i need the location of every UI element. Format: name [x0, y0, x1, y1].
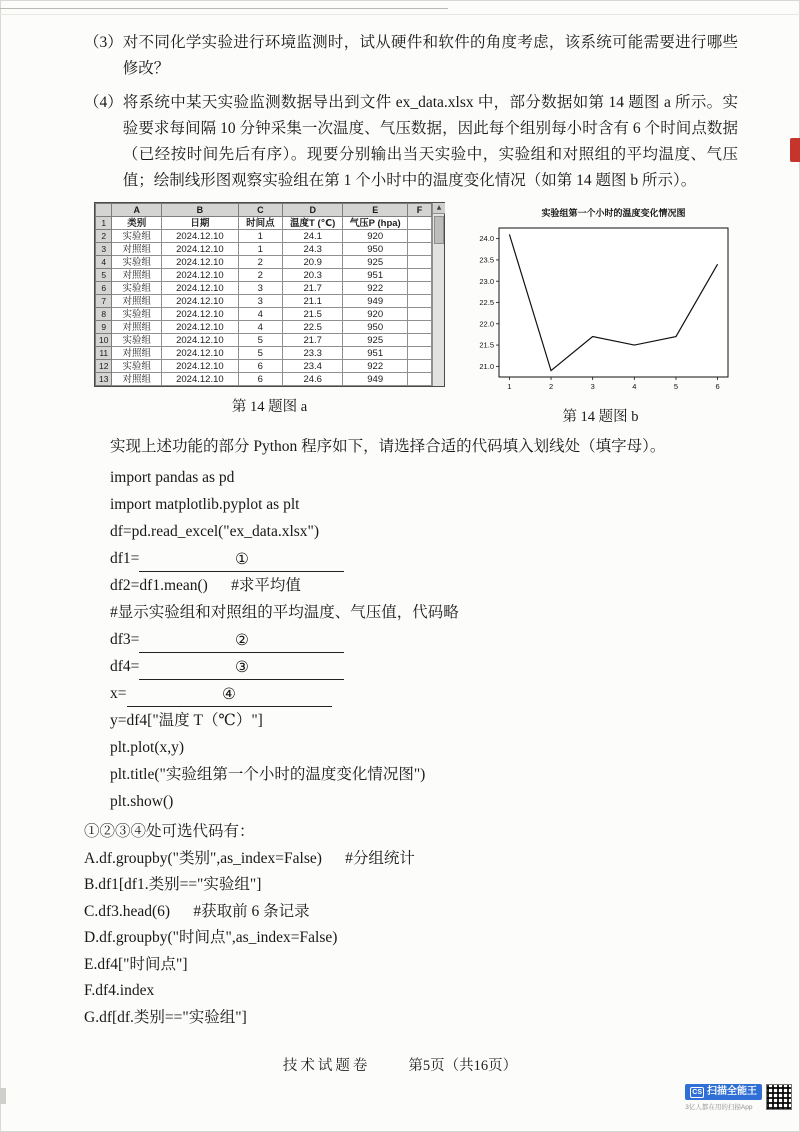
sheet-col-letter: D: [282, 204, 342, 217]
sheet-col-letter: B: [162, 204, 239, 217]
code-line: plt.plot(x,y): [110, 739, 185, 756]
sheet-cell: 23.4: [282, 360, 342, 373]
sheet-cell: 2024.12.10: [162, 256, 239, 269]
sheet-cell: 21.7: [282, 282, 342, 295]
option-line: G.df[df.类别=="实验组"]: [84, 1008, 247, 1026]
scan-artifact-line: [0, 8, 448, 9]
sheet-cell: 对照组: [112, 243, 162, 256]
question-4-text: 将系统中某天实验监测数据导出到文件 ex_data.xlsx 中，部分数据如第 14 题图 a 所示。实验要求每间隔 10 分钟采集一次温度、气压数据，因此每个组别每小时含有 6 个时间点数据（已经按时间先后有序）。现要分别输出当天实验中，实验组和对照组的平均温度、气压值；绘制线形图观察实验组在第 1 个小时中的温度变化情况（如第 14 题图 b 所示）。: [122, 94, 738, 189]
code-line: [110, 545, 738, 572]
sheet-row: [96, 308, 432, 321]
svg-text:4: 4: [632, 382, 637, 391]
option-line: F.df4.index: [84, 982, 155, 999]
sheet-cell: 20.9: [282, 256, 342, 269]
figure-a: [94, 202, 445, 416]
svg-text:23.0: 23.0: [479, 276, 494, 286]
sheet-cell: 24.3: [282, 243, 342, 256]
sheet-cell: 2: [238, 269, 282, 282]
answer-blank[interactable]: ①: [139, 549, 344, 572]
sheet-cell: 949: [343, 295, 408, 308]
code-line: y=df4["温度 T（℃）"]: [110, 712, 263, 729]
sheet-cell: 实验组: [112, 360, 162, 373]
sheet-cell: 20.3: [282, 269, 342, 282]
sheet-cell: 2024.12.10: [162, 360, 239, 373]
sheet-col-letter: C: [238, 204, 282, 217]
options-list: [84, 846, 738, 1032]
sheet-cell: 日期: [162, 217, 239, 230]
question-3-label: （3）: [84, 34, 123, 51]
sheet-row-number: 7: [96, 295, 112, 308]
camscanner-badge: [685, 1084, 762, 1100]
code-line: import pandas as pd: [110, 469, 235, 486]
sheet-row: [96, 321, 432, 334]
code-line: plt.title("实验组第一个小时的温度变化情况图"): [110, 766, 426, 783]
code-prefix: x=: [110, 685, 127, 702]
sheet-body: [96, 217, 432, 386]
sheet-row-number: 6: [96, 282, 112, 295]
sheet-cell: 时间点: [238, 217, 282, 230]
sheet-cell: 21.5: [282, 308, 342, 321]
option-line: A.df.groupby("类别",as_index=False) #分组统计: [84, 849, 415, 867]
options-section: [84, 819, 738, 1031]
footer-paper-name: 技术试题卷: [282, 1058, 371, 1074]
sheet-cell: 1: [238, 230, 282, 243]
sheet-cell: [408, 217, 432, 230]
sheet-cell: 5: [238, 334, 282, 347]
spreadsheet-screenshot: [94, 202, 445, 387]
page-footer: [0, 1054, 800, 1075]
sheet-cell: 2024.12.10: [162, 334, 239, 347]
sheet-row-number: 10: [96, 334, 112, 347]
sheet-cell: [408, 256, 432, 269]
question-4-label: （4）: [84, 94, 123, 111]
sheet-cell: 22.5: [282, 321, 342, 334]
code-intro: 实现上述功能的部分 Python 程序如下，请选择合适的代码填入划线处（填字母）。: [110, 438, 666, 455]
sheet-cell: 950: [343, 321, 408, 334]
figure-a-caption: 第 14 题图 a: [231, 399, 308, 415]
sheet-cell: 类别: [112, 217, 162, 230]
spreadsheet-table: [95, 203, 432, 386]
camscanner-watermark: [685, 1084, 792, 1111]
sheet-cell: 对照组: [112, 321, 162, 334]
sheet-cell: 2024.12.10: [162, 321, 239, 334]
sheet-row-number: 12: [96, 360, 112, 373]
sheet-row: [96, 230, 432, 243]
sheet-cell: [408, 334, 432, 347]
svg-text:21.0: 21.0: [479, 361, 494, 371]
option-line: B.df1[df1.类别=="实验组"]: [84, 876, 262, 893]
question-4: [84, 90, 738, 194]
scrollbar-up-arrow-icon[interactable]: ▲: [433, 203, 445, 214]
sheet-cell: 3: [238, 282, 282, 295]
sheet-cell: 4: [238, 308, 282, 321]
sheet-cell: 922: [343, 282, 408, 295]
answer-blank[interactable]: ③: [139, 657, 344, 680]
code-line: [110, 680, 738, 707]
sheet-cell: 对照组: [112, 295, 162, 308]
sheet-cell: 实验组: [112, 230, 162, 243]
sheet-cell: 2: [238, 256, 282, 269]
sheet-row: [96, 217, 432, 230]
option-line: D.df.groupby("时间点",as_index=False): [84, 929, 338, 946]
sheet-cell: 2024.12.10: [162, 269, 239, 282]
code-line: #显示实验组和对照组的平均温度、气压值，代码略: [110, 604, 459, 621]
sheet-row-number: 8: [96, 308, 112, 321]
sheet-cell: 951: [343, 269, 408, 282]
sheet-cell: 21.7: [282, 334, 342, 347]
svg-text:5: 5: [673, 382, 679, 391]
svg-text:1: 1: [507, 382, 512, 391]
code-prefix: df4=: [110, 658, 140, 675]
options-intro: ①②③④处可选代码有：: [84, 823, 255, 840]
sheet-cell: 24.1: [282, 230, 342, 243]
scan-artifact-line: [0, 14, 800, 15]
sheet-row-number: 4: [96, 256, 112, 269]
sheet-cell: 925: [343, 334, 408, 347]
sheet-cell: [408, 360, 432, 373]
sheet-cell: 6: [238, 360, 282, 373]
code-line: df2=df1.mean() #求平均值: [110, 577, 301, 594]
sheet-cell: 2024.12.10: [162, 243, 239, 256]
svg-text:24.0: 24.0: [479, 234, 494, 244]
sheet-col-letter: A: [112, 204, 162, 217]
sheet-col-letter: E: [343, 204, 408, 217]
sheet-row-number: 13: [96, 373, 112, 386]
camscanner-brand-text: 扫描全能王: [707, 1086, 757, 1097]
code-line: plt.show(): [110, 793, 174, 810]
sheet-row: [96, 295, 432, 308]
sheet-cell: 2024.12.10: [162, 230, 239, 243]
sheet-cell: [408, 295, 432, 308]
sheet-cell: [408, 308, 432, 321]
sheet-cell: 950: [343, 243, 408, 256]
code-block: [110, 464, 738, 815]
sheet-cell: 951: [343, 347, 408, 360]
svg-text:21.5: 21.5: [479, 340, 494, 350]
red-stamp-fragment: [790, 138, 800, 162]
svg-text:实验组第一个小时的温度变化情况图: 实验组第一个小时的温度变化情况图: [541, 208, 686, 218]
sheet-cell: 2024.12.10: [162, 295, 239, 308]
sheet-cell: 2024.12.10: [162, 308, 239, 321]
sheet-cell: [408, 347, 432, 360]
sheet-cell: 2024.12.10: [162, 373, 239, 386]
sheet-cell: 922: [343, 360, 408, 373]
sheet-cell: 气压P (hpa): [343, 217, 408, 230]
svg-text:22.5: 22.5: [479, 298, 494, 308]
figure-b-caption: 第 14 题图 b: [562, 409, 639, 425]
code-prefix: df3=: [110, 631, 140, 648]
sheet-corner: [96, 204, 112, 217]
sheet-row-number: 1: [96, 217, 112, 230]
sheet-cell: 实验组: [112, 334, 162, 347]
camscanner-logo-icon: CS: [692, 1088, 702, 1096]
sheet-cell: [408, 269, 432, 282]
sheet-col-letter: F: [408, 204, 432, 217]
sheet-row: [96, 373, 432, 386]
sheet-row: [96, 269, 432, 282]
sheet-cell: 3: [238, 295, 282, 308]
option-line: E.df4["时间点"]: [84, 955, 188, 973]
sheet-cell: 对照组: [112, 269, 162, 282]
question-3-text: 对不同化学实验进行环境监测时，试从硬件和软件的角度考虑，该系统可能需要进行哪些修改？: [122, 34, 738, 77]
sheet-cell: 实验组: [112, 308, 162, 321]
sheet-cell: [408, 373, 432, 386]
sheet-row-number: 11: [96, 347, 112, 360]
sheet-row: [96, 360, 432, 373]
sheet-cell: 实验组: [112, 282, 162, 295]
figure-b: [463, 202, 738, 426]
sheet-cell: 1: [238, 243, 282, 256]
code-line: [110, 653, 738, 680]
sheet-cell: 949: [343, 373, 408, 386]
footer-page-number: 第5页（共16页）: [408, 1058, 518, 1074]
sheet-cell: 920: [343, 308, 408, 321]
answer-blank[interactable]: ②: [139, 630, 344, 653]
sheet-row: [96, 347, 432, 360]
code-line: import matplotlib.pyplot as plt: [110, 496, 300, 513]
figures-row: [94, 202, 738, 426]
sheet-cell: 6: [238, 373, 282, 386]
svg-text:22.0: 22.0: [479, 319, 494, 329]
sheet-cell: [408, 230, 432, 243]
sheet-cell: [408, 243, 432, 256]
sheet-letter-row: [96, 204, 432, 217]
sheet-cell: 实验组: [112, 256, 162, 269]
sheet-row: [96, 282, 432, 295]
camscanner-subtext: 3亿人都在用的扫描App: [685, 1104, 753, 1111]
sheet-cell: 温度T (℃): [282, 217, 342, 230]
sheet-row-number: 3: [96, 243, 112, 256]
sheet-cell: 2024.12.10: [162, 282, 239, 295]
sheet-cell: 21.1: [282, 295, 342, 308]
code-line: df=pd.read_excel("ex_data.xlsx"): [110, 523, 320, 540]
svg-text:2: 2: [548, 382, 554, 391]
svg-text:23.5: 23.5: [479, 255, 494, 265]
sheet-cell: [408, 321, 432, 334]
sheet-cell: 24.6: [282, 373, 342, 386]
scan-edge-mark: [0, 1088, 6, 1104]
sheet-row: [96, 334, 432, 347]
code-line: [110, 626, 738, 653]
sheet-row: [96, 243, 432, 256]
sheet-scrollbar[interactable]: [432, 203, 444, 386]
sheet-row: [96, 256, 432, 269]
svg-text:6: 6: [715, 382, 720, 391]
line-chart: [463, 202, 738, 397]
qr-code-icon: [766, 1084, 792, 1110]
sheet-cell: 23.3: [282, 347, 342, 360]
option-line: C.df3.head(6) #获取前 6 条记录: [84, 902, 310, 920]
sheet-row-number: 2: [96, 230, 112, 243]
sheet-cell: 5: [238, 347, 282, 360]
scrollbar-thumb[interactable]: [434, 216, 444, 244]
sheet-row-number: 5: [96, 269, 112, 282]
code-prefix: df1=: [110, 550, 140, 567]
svg-text:3: 3: [590, 382, 595, 391]
answer-blank[interactable]: ④: [127, 684, 332, 707]
sheet-cell: 4: [238, 321, 282, 334]
sheet-cell: 920: [343, 230, 408, 243]
sheet-cell: [408, 282, 432, 295]
watermark-text-block: [685, 1084, 762, 1111]
sheet-cell: 对照组: [112, 373, 162, 386]
sheet-row-number: 9: [96, 321, 112, 334]
sheet-cell: 2024.12.10: [162, 347, 239, 360]
sheet-cell: 925: [343, 256, 408, 269]
sheet-cell: 对照组: [112, 347, 162, 360]
question-3: [84, 30, 738, 82]
